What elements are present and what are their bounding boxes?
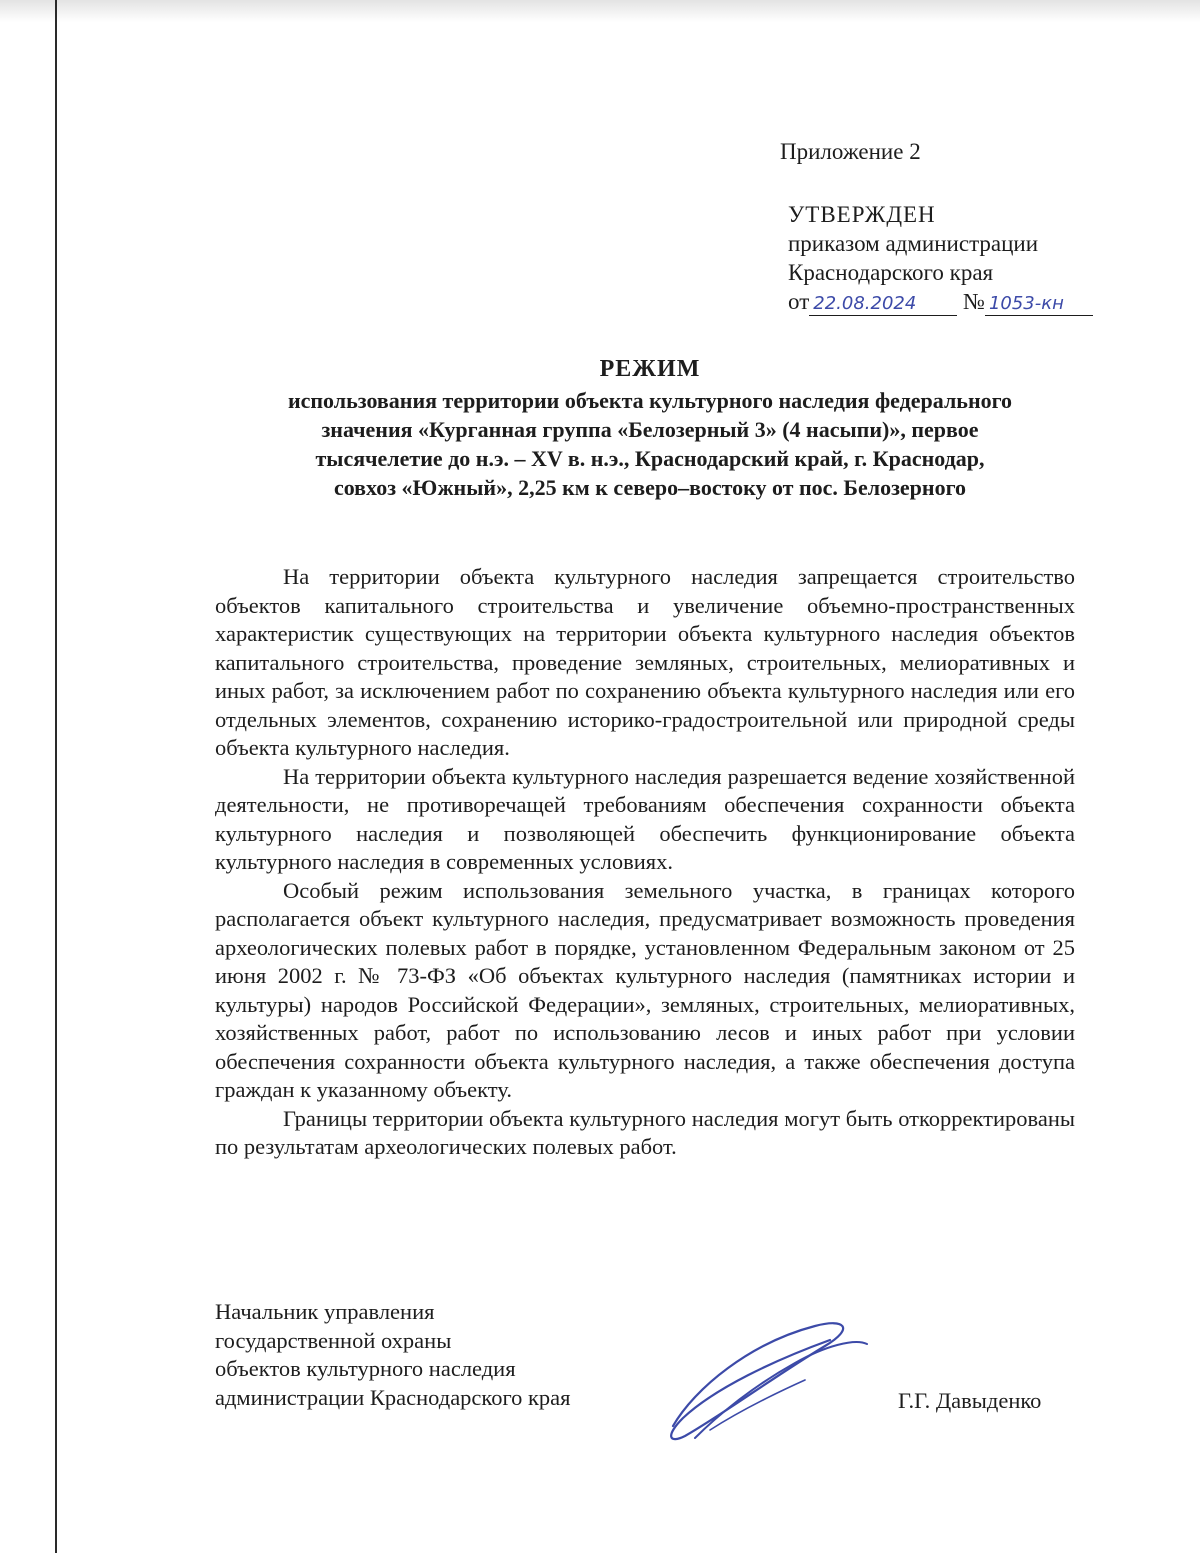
page-edge [55, 0, 57, 1553]
document-body [215, 563, 1075, 1162]
handwritten-date: 22.08.2024 [809, 293, 957, 316]
signer-position-line: государственной охраны [215, 1327, 452, 1353]
approval-block [788, 200, 1093, 316]
date-prefix: от [788, 289, 810, 314]
paragraph-special-regime: Особый режим использования земельного участка, в границах которого располагается объект культурного наследия, предусматривает возможность проведения археологических полевых работ в порядке, установленном Федеральным законом от 25 июня 2002 г. № 73-ФЗ «Об объектах культурного наследия (памятниках истории и культуры) народов Российской Федерации», земляных, строительных, мелиоративных, хозяйственных работ, работ по использованию лесов и иных работ при условии обеспечения сохранности объекта культурного наследия, а также обеспечения доступа граждан к указанному объекту. [215, 877, 1075, 1102]
annex-label: Приложение 2 [780, 139, 921, 164]
signer-name: Г.Г. Давыденко [898, 1388, 1042, 1413]
document-heading [200, 355, 1100, 502]
approval-title: УТВЕРЖДЕН [788, 202, 936, 227]
signer-position-line: администрации Краснодарского края [215, 1384, 571, 1410]
subtitle-line: совхоз «Южный», 2,25 км к северо–востоку от пос. Белозерного [333, 475, 967, 500]
paragraph-prohibitions: На территории объекта культурного наследия запрещается строительство объектов капитального строительства и увеличение объемно-пространственных характеристик существующих на территории объекта культурного наследия объектов капитального строительства, проведение земляных, строительных, мелиоративных и иных работ, за исключением работ по сохранению объекта культурного наследия или его отдельных элементов, сохранению историко-градостроительной или природной среды объекта культурного наследия. [215, 564, 1075, 760]
paragraph-boundaries: Границы территории объекта культурного наследия могут быть откорректированы по результатам археологических полевых работ. [215, 1105, 1075, 1159]
subtitle-line: использования территории объекта культурного наследия федерального [287, 388, 1013, 413]
scan-top-shadow [0, 0, 1200, 22]
signer-position-line: Начальник управления [215, 1299, 435, 1324]
subtitle-line: значения «Курганная группа «Белозерный 3» (4 насыпи)», первое [321, 417, 979, 442]
approval-line-2: Краснодарского края [788, 260, 994, 285]
handwritten-signature [655, 1318, 875, 1448]
paragraph-permitted-activity: На территории объекта культурного наследия разрешается ведение хозяйственной деятельности, не противоречащей требованиям обеспечения сохранности объекта культурного наследия и позволяющей обеспечить функционирование объекта культурного наследия в современных условиях. [215, 763, 1075, 874]
signer-position-line: объектов культурного наследия [215, 1356, 516, 1381]
subtitle-line: тысячелетие до н.э. – XV в. н.э., Краснодарский край, г. Краснодар, [315, 446, 985, 471]
document-title: РЕЖИМ [599, 356, 701, 382]
number-prefix: № [963, 289, 985, 314]
signer-position [215, 1298, 571, 1412]
handwritten-number: 1053-кн [985, 293, 1093, 316]
approval-line-1: приказом администрации [788, 231, 1039, 256]
order-date-number [788, 287, 1093, 316]
